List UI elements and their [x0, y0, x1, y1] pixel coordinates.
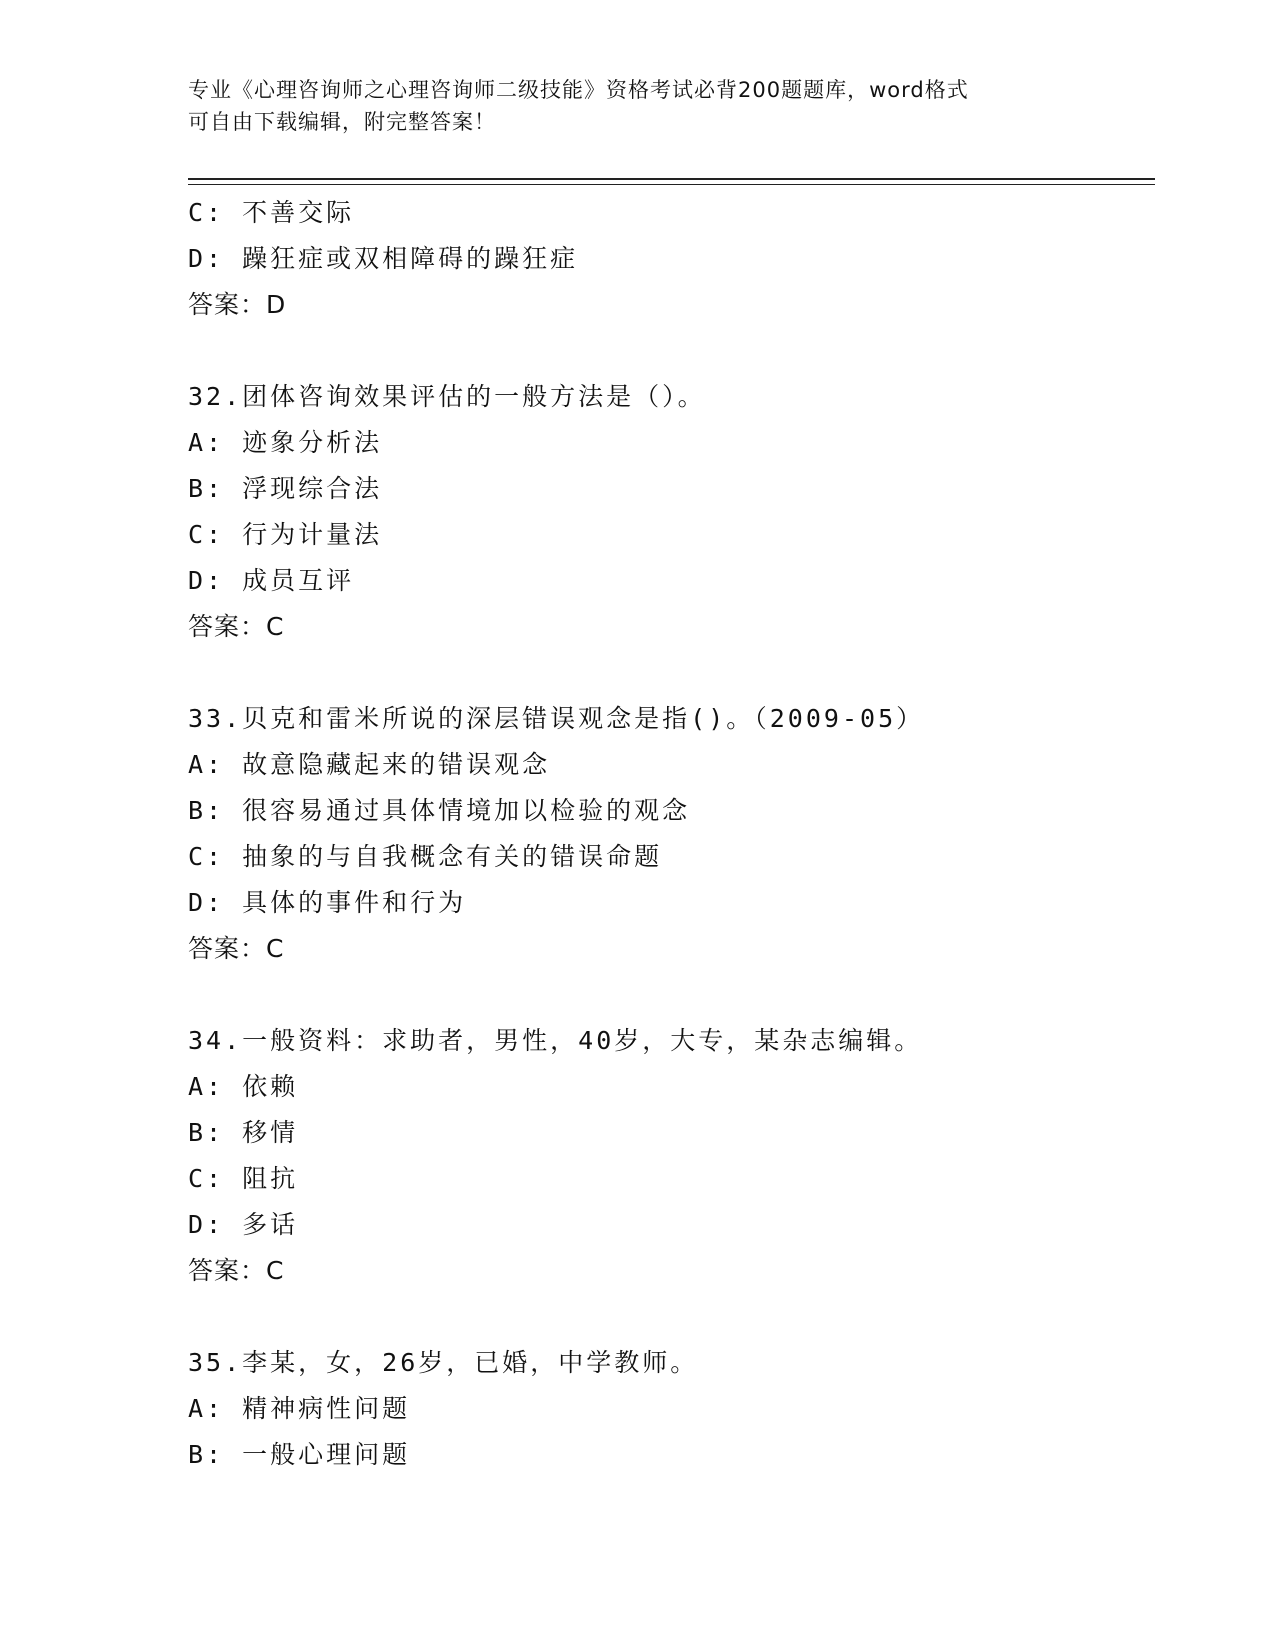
- answer-line: 答案：C: [188, 1256, 285, 1285]
- option-line: D: 多话: [188, 1210, 299, 1239]
- option-line: A: 精神病性问题: [188, 1394, 411, 1423]
- option-line: D: 躁狂症或双相障碍的躁狂症: [188, 244, 579, 273]
- header-line-1: 专业《心理咨询师之心理咨询师二级技能》资格考试必背200题题库，word格式: [188, 78, 969, 102]
- option-line: A: 依赖: [188, 1072, 299, 1101]
- option-line: B: 一般心理问题: [188, 1440, 411, 1469]
- option-line: B: 很容易通过具体情境加以检验的观念: [188, 796, 691, 825]
- option-line: C: 不善交际: [188, 198, 355, 227]
- document-header: [188, 74, 1088, 138]
- question-stem: 33.贝克和雷米所说的深层错误观念是指()。（2009-05）: [188, 704, 925, 733]
- header-line-2: 可自由下载编辑，附完整答案！: [188, 110, 496, 134]
- answer-line: 答案：C: [188, 612, 285, 641]
- question-list: [188, 190, 1148, 1478]
- question-stem: 35.李某，女，26岁，已婚，中学教师。: [188, 1348, 699, 1377]
- answer-line: 答案：D: [188, 290, 287, 319]
- option-line: C: 阻抗: [188, 1164, 299, 1193]
- option-line: A: 迹象分析法: [188, 428, 383, 457]
- option-line: D: 具体的事件和行为: [188, 888, 467, 917]
- option-line: B: 移情: [188, 1118, 299, 1147]
- header-divider-thick: [188, 178, 1155, 180]
- option-line: D: 成员互评: [188, 566, 355, 595]
- answer-line: 答案：C: [188, 934, 285, 963]
- question-stem: 34.一般资料：求助者，男性，40岁，大专，某杂志编辑。: [188, 1026, 923, 1055]
- header-divider-thin: [188, 184, 1155, 185]
- option-line: C: 行为计量法: [188, 520, 383, 549]
- option-line: C: 抽象的与自我概念有关的错误命题: [188, 842, 663, 871]
- question-stem: 32.团体咨询效果评估的一般方法是（）。: [188, 382, 706, 411]
- option-line: A: 故意隐藏起来的错误观念: [188, 750, 551, 779]
- option-line: B: 浮现综合法: [188, 474, 383, 503]
